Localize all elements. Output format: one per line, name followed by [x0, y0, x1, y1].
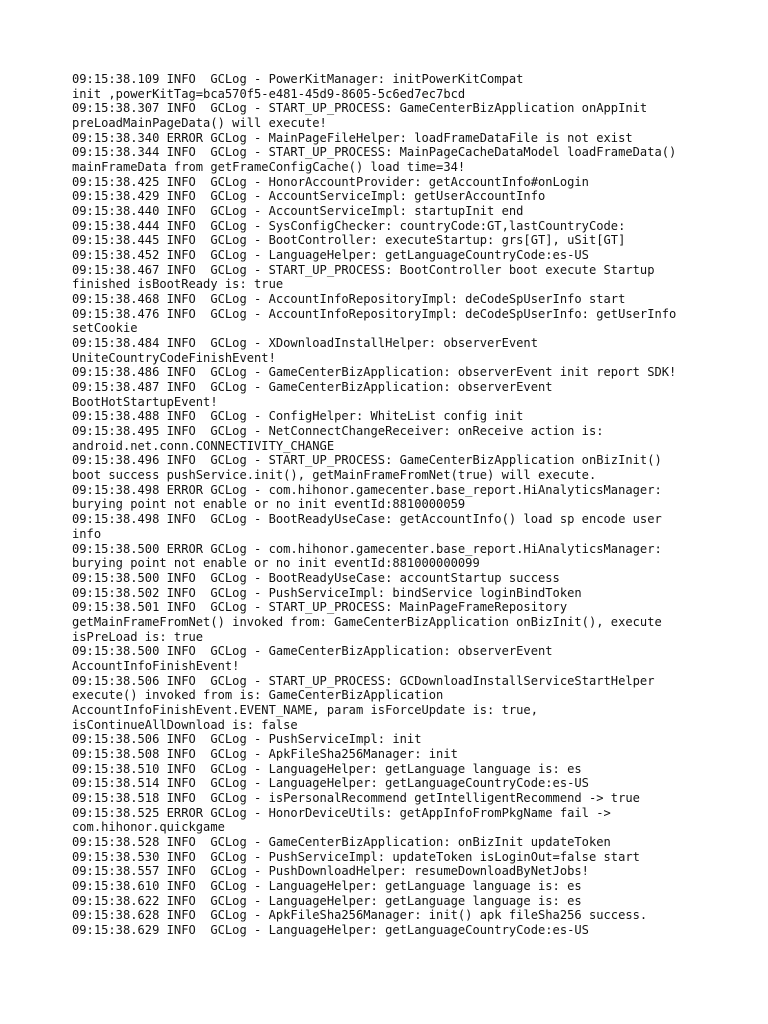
log-line: 09:15:38.496 INFO GCLog - START_UP_PROCESS: GameCenterBizApplication onBizInit() [72, 453, 662, 468]
log-line: 09:15:38.510 INFO GCLog - LanguageHelper: getLanguage language is: es [72, 761, 582, 776]
log-line: 09:15:38.506 INFO GCLog - PushServiceImpl: init [72, 732, 422, 747]
log-line: 09:15:38.518 INFO GCLog - isPersonalRecommend getIntelligentRecommend -> true [72, 790, 640, 805]
log-line: UniteCountryCodeFinishEvent! [72, 350, 276, 365]
log-line: 09:15:38.468 INFO GCLog - AccountInfoRepositoryImpl: deCodeSpUserInfo start [72, 292, 626, 307]
log-line: 09:15:38.487 INFO GCLog - GameCenterBizApplication: observerEvent [72, 380, 553, 395]
log-line: 09:15:38.500 ERROR GCLog - com.hihonor.gamecenter.base_report.HiAnalyticsManager: [72, 541, 662, 556]
log-line: 09:15:38.109 INFO GCLog - PowerKitManager: initPowerKitCompat [72, 72, 524, 86]
log-line: 09:15:38.610 INFO GCLog - LanguageHelper: getLanguage language is: es [72, 878, 582, 893]
log-line: 09:15:38.629 INFO GCLog - LanguageHelper: getLanguageCountryCode:es-US [72, 922, 589, 937]
log-line: 09:15:38.500 INFO GCLog - GameCenterBizApplication: observerEvent [72, 644, 553, 659]
log-line: info [72, 526, 102, 541]
log-line: 09:15:38.508 INFO GCLog - ApkFileSha256Manager: init [72, 746, 458, 761]
log-line: isContinueAllDownload is: false [72, 717, 298, 732]
log-line: 09:15:38.476 INFO GCLog - AccountInfoRepositoryImpl: deCodeSpUserInfo: getUserInfo [72, 306, 677, 321]
log-line: 09:15:38.501 INFO GCLog - START_UP_PROCESS: MainPageFrameRepository [72, 600, 568, 615]
log-line: 09:15:38.440 INFO GCLog - AccountServiceImpl: startupInit end [72, 204, 524, 219]
log-line: 09:15:38.425 INFO GCLog - HonorAccountProvider: getAccountInfo#onLogin [72, 174, 589, 189]
log-line: 09:15:38.622 INFO GCLog - LanguageHelper: getLanguage language is: es [72, 893, 582, 908]
log-line: finished isBootReady is: true [72, 277, 284, 292]
log-line: 09:15:38.429 INFO GCLog - AccountServiceImpl: getUserAccountInfo [72, 189, 546, 204]
log-line: burying point not enable or no init eventId:8810000059 [72, 497, 466, 512]
log-line: 09:15:38.467 INFO GCLog - START_UP_PROCESS: BootController boot execute Startup [72, 262, 655, 277]
log-line: 09:15:38.340 ERROR GCLog - MainPageFileHelper: loadFrameDataFile is not exist [72, 130, 633, 145]
log-line: 09:15:38.498 INFO GCLog - BootReadyUseCase: getAccountInfo() load sp encode user [72, 512, 662, 527]
log-line: com.hihonor.quickgame [72, 820, 225, 835]
log-line: 09:15:38.488 INFO GCLog - ConfigHelper: WhiteList config init [72, 409, 524, 424]
log-line: burying point not enable or no init eventId:881000000099 [72, 556, 480, 571]
log-line: setCookie [72, 321, 138, 336]
log-line: isPreLoad is: true [72, 629, 204, 644]
log-line: boot success pushService.init(), getMainFrameFromNet(true) will execute. [72, 468, 597, 483]
log-line: init ,powerKitTag=bca570f5-e481-45d9-8605-5c6ed7ec7bcd [72, 86, 466, 101]
log-line: 09:15:38.445 INFO GCLog - BootController: executeStartup: grs[GT], uSit[GT] [72, 233, 626, 248]
log-line: 09:15:38.484 INFO GCLog - XDownloadInstallHelper: observerEvent [72, 336, 538, 351]
log-line: 09:15:38.628 INFO GCLog - ApkFileSha256Manager: init() apk fileSha256 success. [72, 908, 648, 923]
log-line: 09:15:38.344 INFO GCLog - START_UP_PROCESS: MainPageCacheDataModel loadFrameData() [72, 145, 677, 160]
log-line: 09:15:38.495 INFO GCLog - NetConnectChangeReceiver: onReceive action is: [72, 424, 604, 439]
log-line: 09:15:38.506 INFO GCLog - START_UP_PROCESS: GCDownloadInstallServiceStartHelper [72, 673, 655, 688]
log-line: AccountInfoFinishEvent.EVENT_NAME, param isForceUpdate is: true, [72, 702, 538, 717]
log-line: 09:15:38.514 INFO GCLog - LanguageHelper: getLanguageCountryCode:es-US [72, 776, 589, 791]
log-text-block [72, 72, 712, 938]
log-line: mainFrameData from getFrameConfigCache() load time=34! [72, 160, 466, 175]
log-line: getMainFrameFromNet() invoked from: GameCenterBizApplication onBizInit(), execute [72, 614, 662, 629]
log-line: preLoadMainPageData() will execute! [72, 116, 327, 131]
log-line: 09:15:38.486 INFO GCLog - GameCenterBizApplication: observerEvent init report SDK! [72, 365, 677, 380]
log-line: 09:15:38.528 INFO GCLog - GameCenterBizApplication: onBizInit updateToken [72, 834, 611, 849]
log-line: 09:15:38.444 INFO GCLog - SysConfigChecker: countryCode:GT,lastCountryCode: [72, 218, 626, 233]
log-line: 09:15:38.557 INFO GCLog - PushDownloadHelper: resumeDownloadByNetJobs! [72, 864, 589, 879]
log-line: BootHotStartupEvent! [72, 394, 218, 409]
log-line: 09:15:38.498 ERROR GCLog - com.hihonor.gamecenter.base_report.HiAnalyticsManager: [72, 482, 662, 497]
log-line: 09:15:38.502 INFO GCLog - PushServiceImpl: bindService loginBindToken [72, 585, 582, 600]
log-line: 09:15:38.530 INFO GCLog - PushServiceImpl: updateToken isLoginOut=false start [72, 849, 640, 864]
log-line: 09:15:38.307 INFO GCLog - START_UP_PROCESS: GameCenterBizApplication onAppInit [72, 101, 648, 116]
log-line: AccountInfoFinishEvent! [72, 658, 240, 673]
log-line: 09:15:38.452 INFO GCLog - LanguageHelper: getLanguageCountryCode:es-US [72, 248, 589, 263]
log-line: execute() invoked from is: GameCenterBizApplication [72, 688, 444, 703]
log-line: android.net.conn.CONNECTIVITY_CHANGE [72, 438, 335, 453]
log-line: 09:15:38.500 INFO GCLog - BootReadyUseCase: accountStartup success [72, 570, 560, 585]
log-line: 09:15:38.525 ERROR GCLog - HonorDeviceUtils: getAppInfoFromPkgName fail -> [72, 805, 611, 820]
